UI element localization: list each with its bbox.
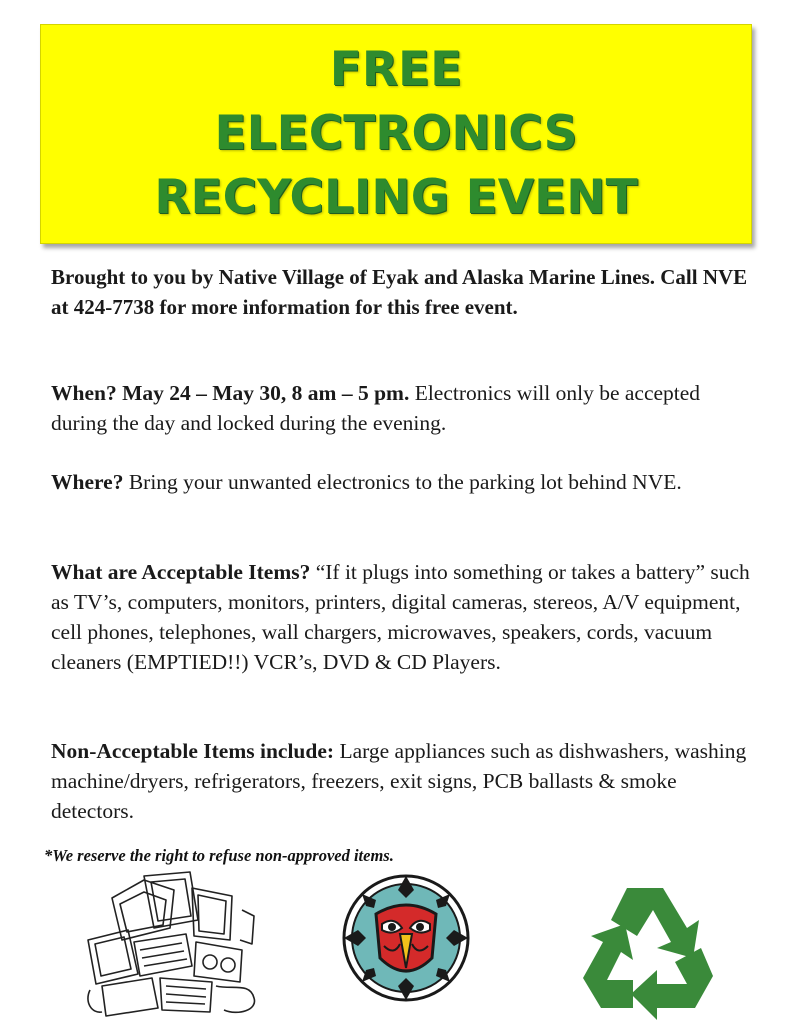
title-line-2: ELECTRONICS xyxy=(214,106,578,161)
disclaimer-note: *We reserve the right to refuse non-approved items. xyxy=(44,846,394,865)
when-text: Electronics will only be accepted during the day and locked during the evening. xyxy=(51,381,701,435)
where-section xyxy=(51,467,756,497)
when-label: When? May 24 – May 30, 8 am – 5 pm. xyxy=(51,381,410,405)
non-acceptable-items-section xyxy=(51,736,756,826)
recycle-icon xyxy=(575,880,723,1020)
eyak-tribal-logo xyxy=(340,872,472,1004)
non-acceptable-text: Large appliances such as dishwashers, washing machine/dryers, refrigerators, freezers, exit signs, PCB ballasts & smoke detectors. xyxy=(51,739,747,823)
title-line-1: FREE xyxy=(329,42,463,97)
electronics-pile-icon xyxy=(82,870,260,1020)
where-text: Bring your unwanted electronics to the parking lot behind NVE. xyxy=(123,470,682,494)
where-label: Where? xyxy=(51,470,124,494)
title-line-3: RECYCLING EVENT xyxy=(154,170,638,225)
acceptable-text: “If it plugs into something or takes a battery” such as TV’s, computers, monitors, printers, digital cameras, stereos, A/V equipment, cell phones, telephones, wall chargers, microwaves, speakers, cords, vacuum cleaners (EMPTIED!!) VCR’s, DVD & CD Players. xyxy=(51,560,750,674)
acceptable-label: What are Acceptable Items? xyxy=(51,560,311,584)
intro-paragraph: Brought to you by Native Village of Eyak and Alaska Marine Lines. Call NVE at 424-7738 for more information for this free event. xyxy=(51,265,748,319)
when-section xyxy=(51,378,756,438)
title-banner xyxy=(40,24,752,244)
acceptable-items-section xyxy=(51,557,756,677)
non-acceptable-label: Non-Acceptable Items include: xyxy=(51,739,335,763)
